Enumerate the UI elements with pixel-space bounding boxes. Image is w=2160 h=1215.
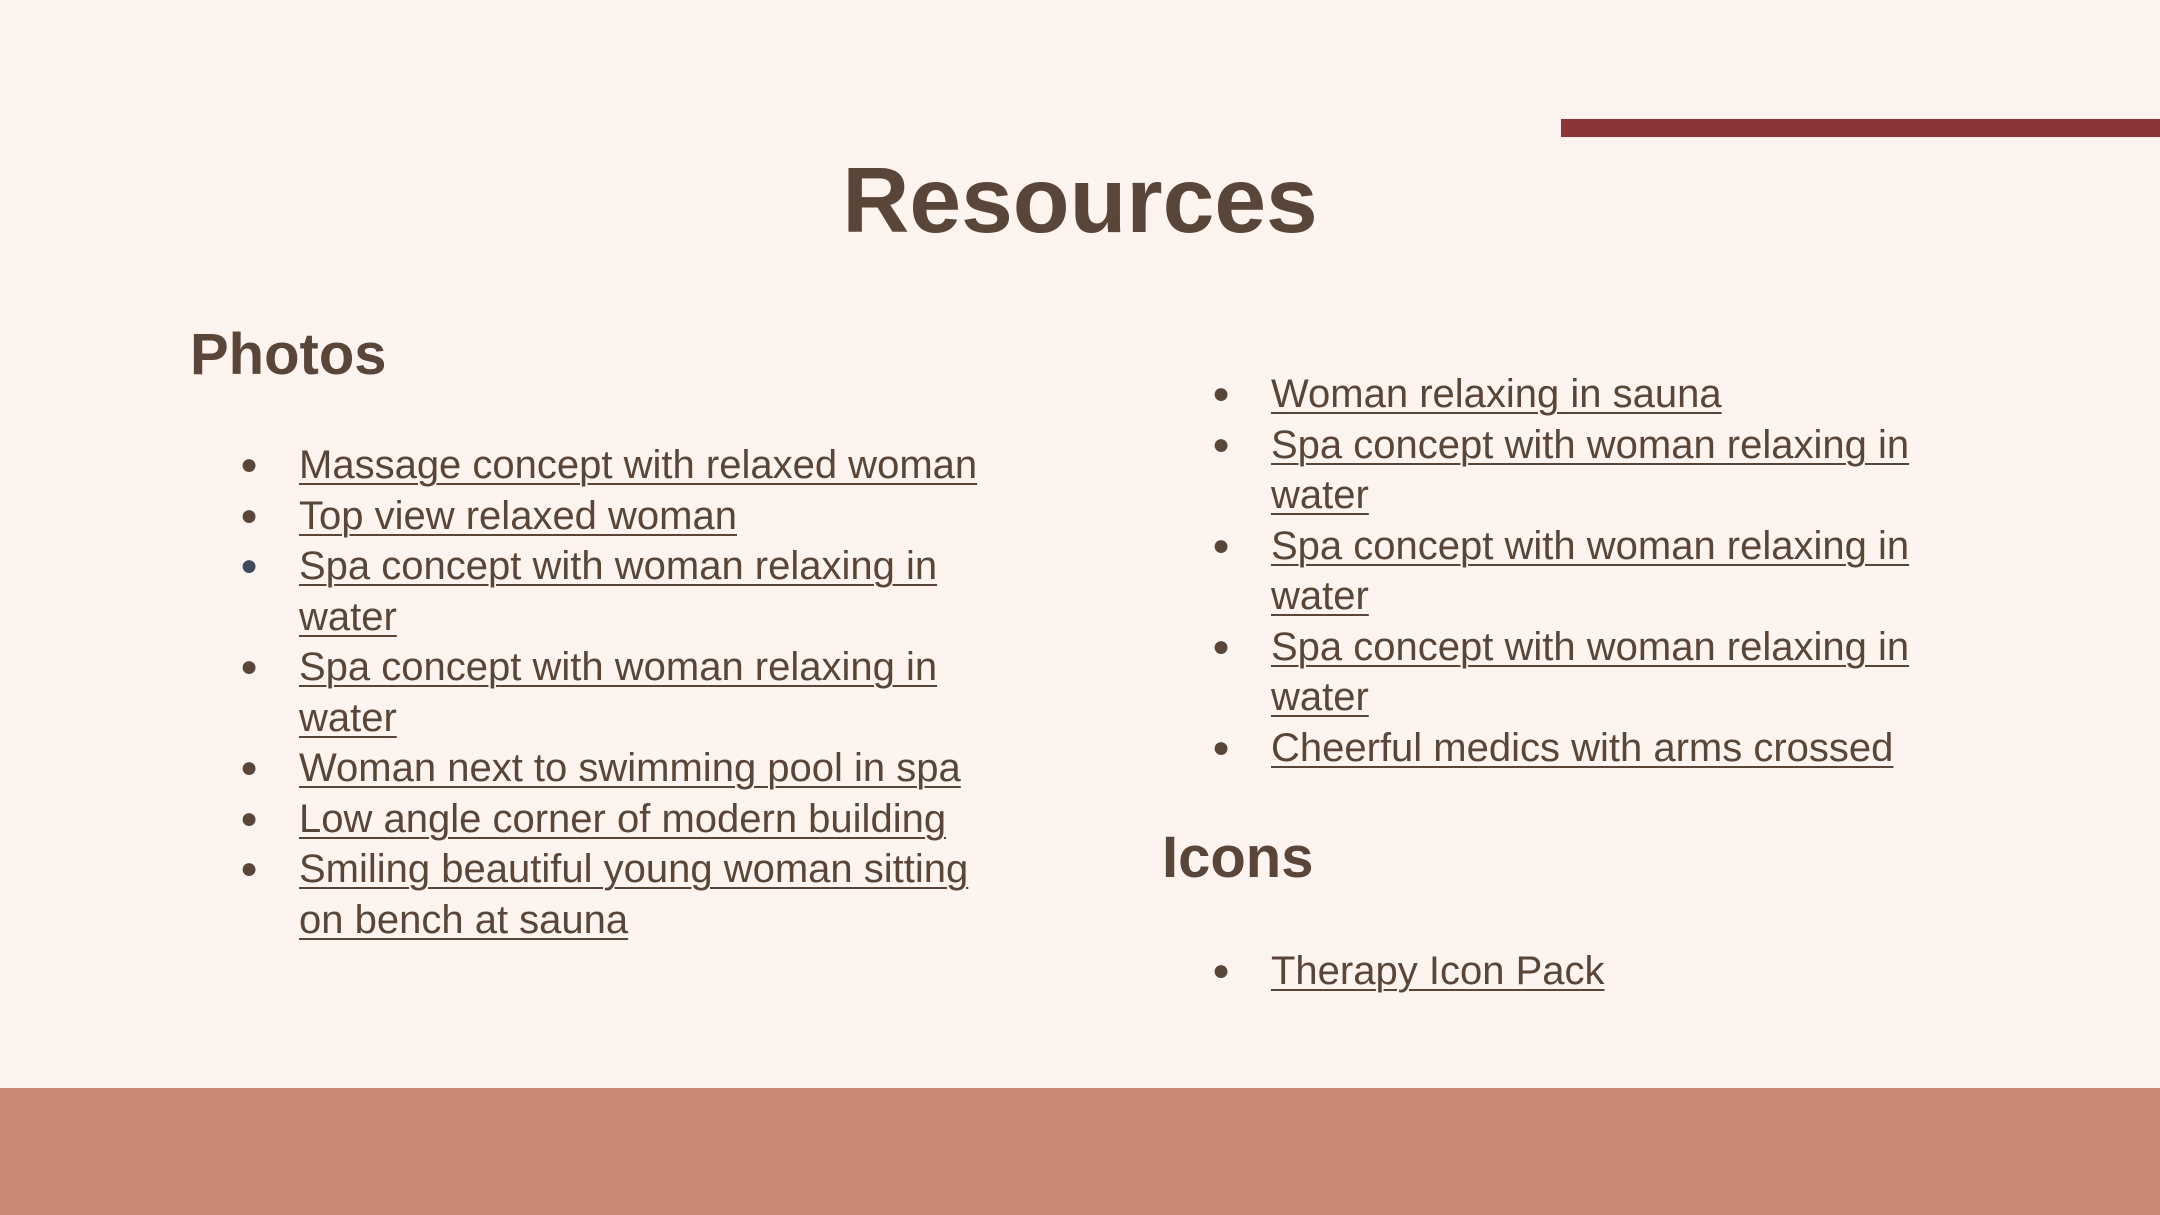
list-item <box>239 743 999 794</box>
bullet-icon: ● <box>239 448 259 481</box>
bullet-icon: ● <box>1211 954 1231 987</box>
footer-band <box>0 1088 2160 1215</box>
resource-link[interactable]: Spa concept with woman relaxing in water <box>299 544 938 639</box>
resource-link[interactable]: Spa concept with woman relaxing in water <box>1271 422 1910 517</box>
resource-link[interactable]: Therapy Icon Pack <box>1271 949 1605 993</box>
bullet-icon: ● <box>239 852 259 885</box>
resource-link[interactable]: Woman next to swimming pool in spa <box>299 746 961 790</box>
resource-link[interactable]: Woman relaxing in sauna <box>1271 372 1722 416</box>
photos-list-continued <box>1211 369 1991 773</box>
accent-bar <box>1561 119 2160 137</box>
resource-link[interactable]: Spa concept with woman relaxing in water <box>1271 523 1910 618</box>
list-item <box>239 794 999 845</box>
icons-list <box>1211 946 1991 997</box>
resource-link[interactable]: Spa concept with woman relaxing in water <box>299 645 938 740</box>
resource-link[interactable]: Cheerful medics with arms crossed <box>1271 725 1894 770</box>
list-item <box>1211 521 1991 622</box>
bullet-icon: ● <box>239 498 259 532</box>
bullet-icon: ● <box>1211 427 1231 461</box>
photos-list <box>239 440 999 945</box>
resource-link[interactable]: Spa concept with woman relaxing in water <box>1271 624 1910 719</box>
resource-link[interactable]: Massage concept with relaxed woman <box>299 443 978 487</box>
list-item <box>239 844 999 945</box>
bullet-icon: ● <box>1211 377 1231 410</box>
list-item <box>1211 723 1991 774</box>
bullet-icon: ● <box>239 751 259 784</box>
bullet-icon: ● <box>1211 629 1231 663</box>
photos-heading: Photos <box>190 322 387 387</box>
bullet-icon: ● <box>239 801 259 835</box>
list-item <box>1211 622 1991 723</box>
list-item <box>239 642 999 743</box>
list-item <box>239 440 999 491</box>
bullet-icon: ● <box>239 650 259 683</box>
list-item <box>239 541 999 642</box>
resource-link[interactable]: Top view relaxed woman <box>299 493 737 538</box>
bullet-icon: ● <box>1211 730 1231 764</box>
slide-title: Resources <box>842 148 1318 252</box>
bullet-icon: ● <box>1211 528 1231 562</box>
list-item <box>239 491 999 542</box>
resource-link[interactable]: Smiling beautiful young woman sitting on bench at sauna <box>299 847 969 942</box>
list-item <box>1211 420 1991 521</box>
icons-heading: Icons <box>1162 825 1314 890</box>
list-item <box>1211 946 1991 997</box>
resource-link[interactable]: Low angle corner of modern building <box>299 796 947 841</box>
list-item <box>1211 369 1991 420</box>
bullet-icon: ● <box>239 549 259 582</box>
